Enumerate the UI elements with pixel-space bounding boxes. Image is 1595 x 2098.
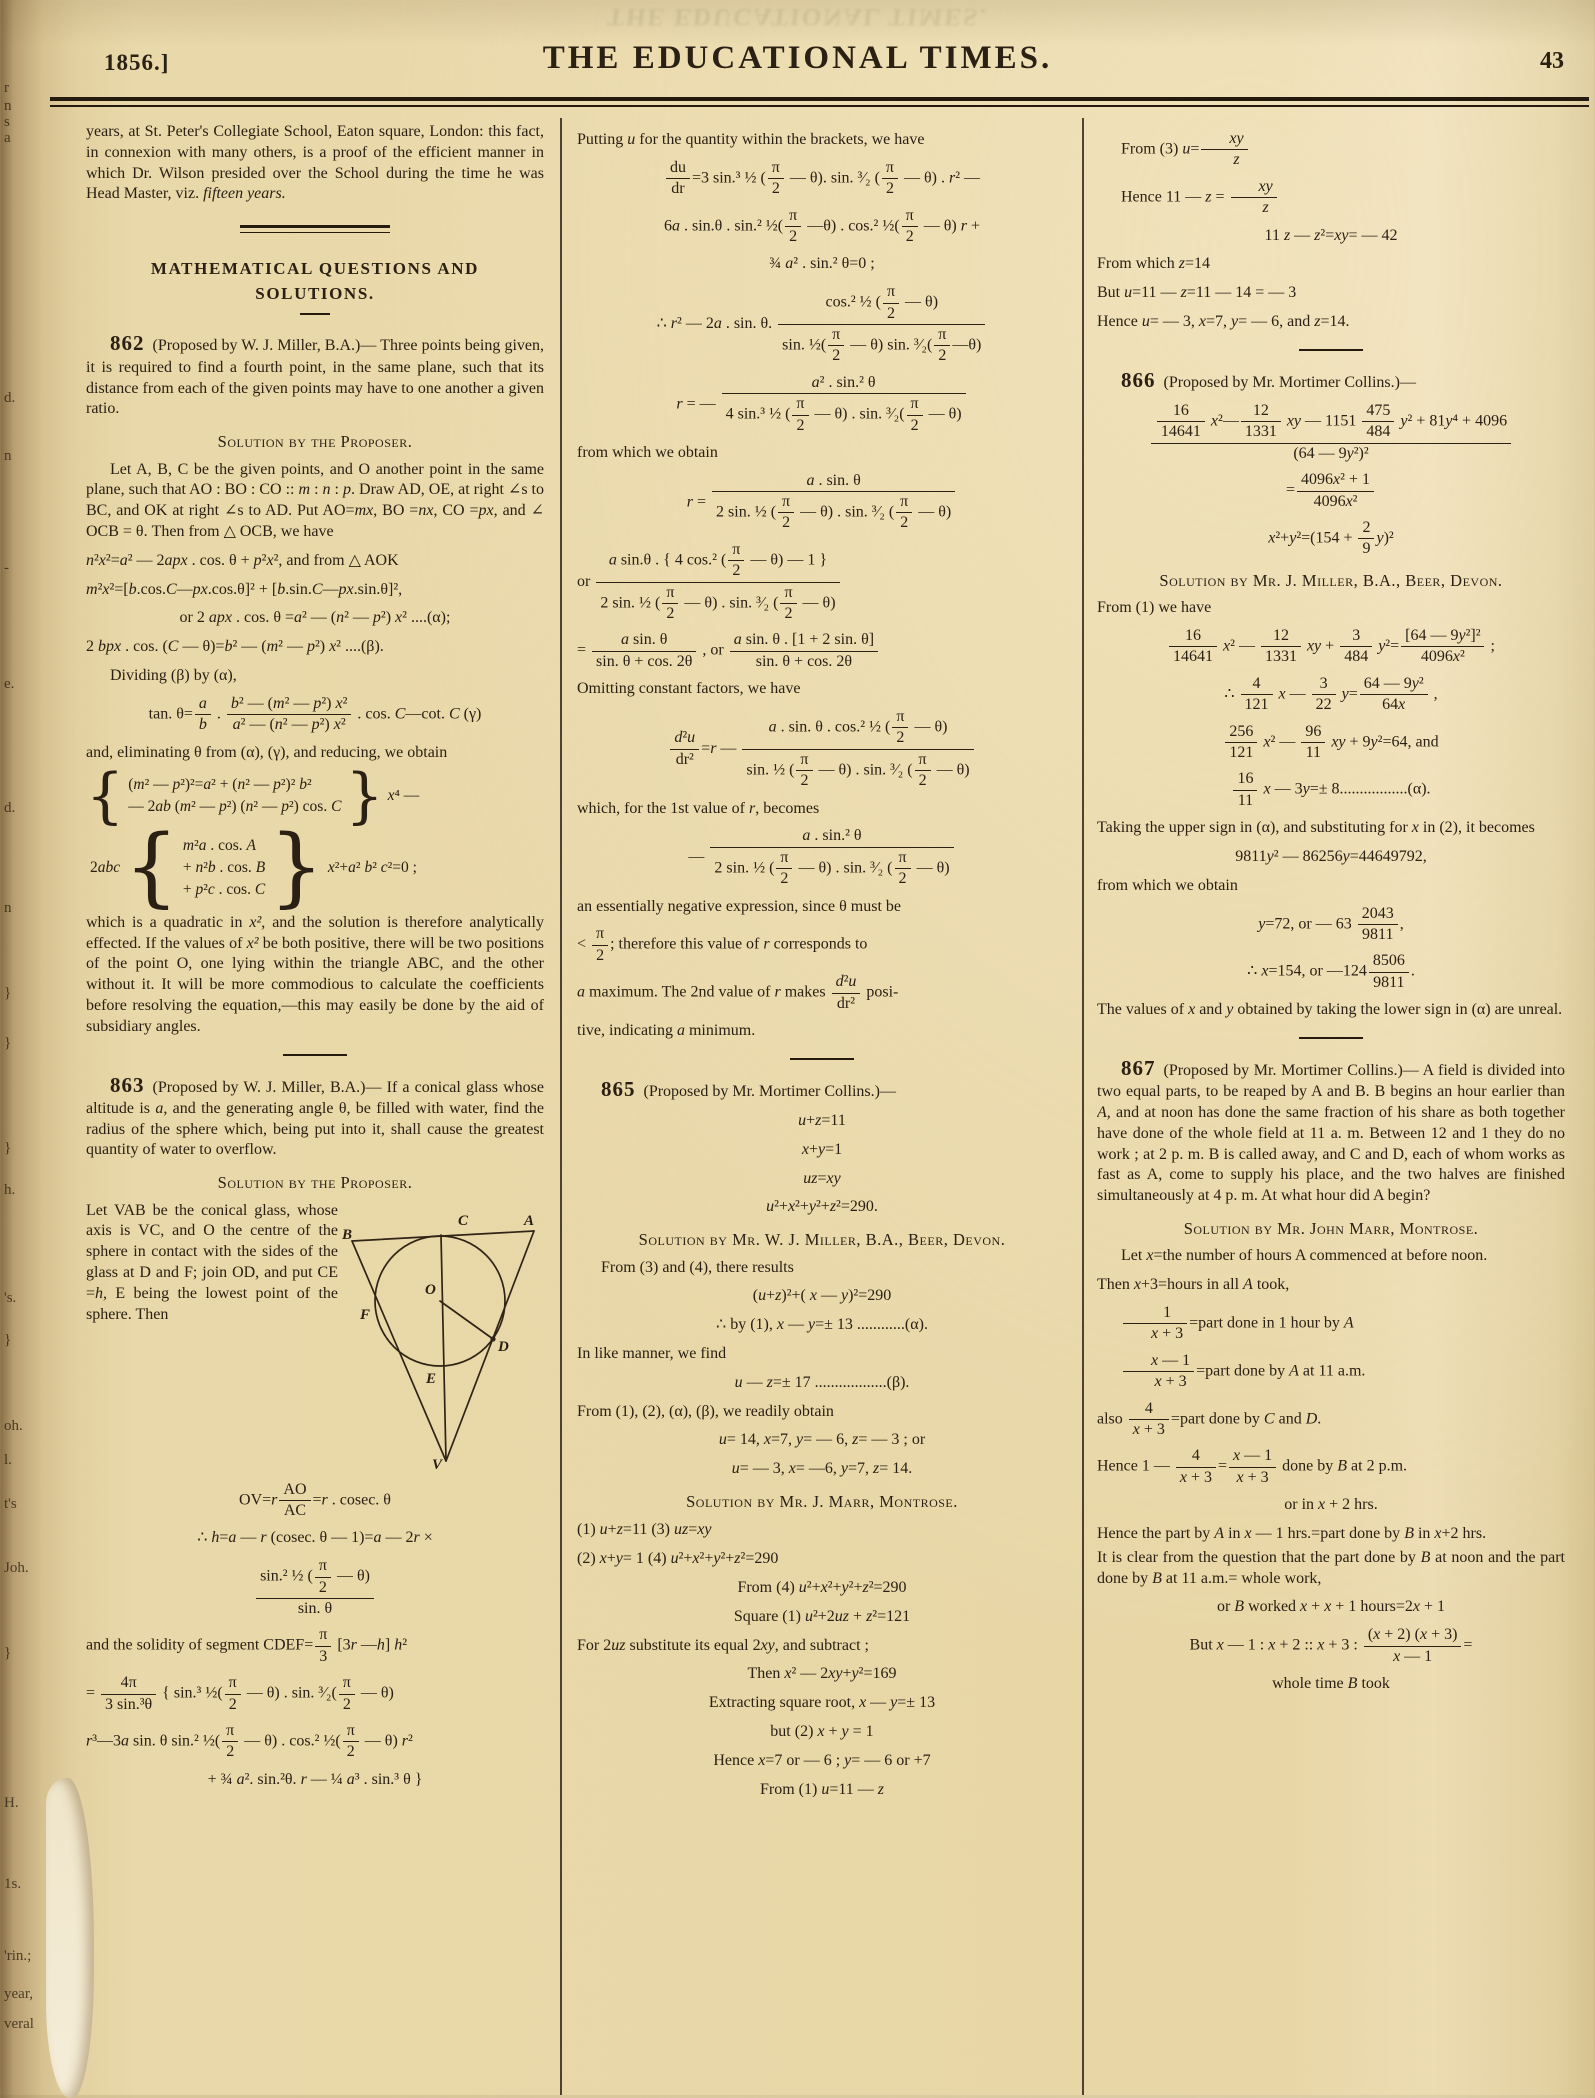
- formula: Square (1) u²+2uz + z²=121: [733, 1607, 911, 1625]
- paragraph: from which we obtain: [1097, 876, 1238, 894]
- solution-heading: Solution by Mr. J. Marr, Montrose.: [686, 1491, 958, 1511]
- separator-rule: [1299, 1037, 1363, 1039]
- formula: For 2uz substitute its equal 2xy, and subtract ;: [577, 1636, 869, 1654]
- formula: from which we obtain: [577, 443, 718, 461]
- formula: and the solidity of segment CDEF= $\frac{\pi}{3}$ [3r —h] h²: [86, 1626, 407, 1665]
- formula: = $\frac{\text{a sin. θ}}{\sin. \theta + \cos. 2\theta}$ , or $\frac{\text{a sin. θ . [1 + 2 sin. θ]}}{\sin. \theta + \cos. 2\theta}$: [577, 631, 1067, 671]
- solution-heading: Solution by the Proposer.: [217, 432, 413, 452]
- formula: From which z=14: [1097, 255, 1211, 273]
- formula: Putting u for the quantity within the brackets, we have: [577, 131, 925, 148]
- masthead-title: THE EDUCATIONAL TIMES.: [542, 40, 1053, 76]
- formula: Hence u= — 3, x=7, y= — 6, and z=14.: [1097, 312, 1350, 330]
- margin-fragment: }: [4, 1645, 12, 1661]
- formula: ∴ by (1), x — y=± 13 ............(α).: [716, 1316, 928, 1334]
- paragraph: From (3) and (4), there results: [601, 1258, 794, 1276]
- formula: Omitting constant factors, we have: [577, 680, 801, 698]
- formula: ∴ h=a — r (cosec. θ — 1)=a — 2r ×: [197, 1529, 433, 1547]
- formula: $\frac{1}{x + 3}$ =part done in 1 hour by A: [1097, 1304, 1565, 1344]
- column-2: [577, 122, 1067, 2095]
- formula: $\frac{\text{d²u}}{\text{dr²}}$ =r — a . sin. θ . cos.² ½ ( $\frac{\pi}{2}$ — θ) sin. ½ ( $\frac{\pi}{2}$ — θ) . sin. ³⁄₂ ( $\frac{\pi}{2}$ — θ): [577, 708, 1067, 791]
- formula: But x — 1 : x + 2 :: x + 3 : $\frac{(x + 2) (x + 3)}{x — 1}$ =: [1189, 1626, 1473, 1665]
- paragraph: which is a quadratic in x², and the solution is therefore analytically effected. If the values of x² be both positive, there will be two positions of the point O, one lying within the triangle ABC, and the other without it. It will be more commodious to calculate the coefficients before resolving the equation,—this may easily be done by the aid of subsidiary angles.: [86, 913, 544, 1035]
- formula: 9811y² — 86256y=44649792,: [1235, 847, 1427, 865]
- margin-fragment: oh.: [4, 1418, 23, 1434]
- figure-label-o: O: [425, 1281, 436, 1298]
- figure-label-d: D: [498, 1338, 509, 1355]
- margin-fragment: Joh.: [4, 1560, 29, 1576]
- formula: x²+y²=(154 + $\frac{2}{9}$ y)²: [1268, 519, 1394, 558]
- paragraph: years, at St. Peter's Collegiate School, Eaton square, London: this fact, in connexion with many others, is a proof of the efficient manner in which Dr. Wilson presided over the School during the time he was Head Master, viz. fifteen years.: [86, 123, 544, 203]
- question-number: 862: [110, 331, 145, 356]
- separator-rule: [240, 225, 390, 233]
- formula: Extracting square root, x — y=± 13: [708, 1694, 936, 1712]
- braced-line: + n²b . cos. B: [182, 858, 266, 876]
- margin-fragment: H.: [4, 1795, 19, 1811]
- formula: or in x + 2 hrs.: [1284, 1496, 1378, 1514]
- margin-fragment: h.: [4, 1182, 16, 1198]
- question-862: 862 (Proposed by W. J. Miller, B.A.)— Three points being given, it is required to find a fourth point, in the same plane, such that its distance from each of the given points may have to one another a given ratio.: [86, 331, 544, 418]
- paragraph: In like manner, we find: [577, 1345, 727, 1362]
- formula: whole time B took: [1272, 1674, 1390, 1692]
- braced-line: (m² — p²)²=a² + (n² — p²)² b²: [128, 776, 312, 794]
- formula: ¾ a² . sin.² θ=0 ;: [769, 255, 875, 273]
- figure-label-b: B: [342, 1226, 353, 1243]
- figure-label-v: V: [432, 1456, 443, 1473]
- margin-fragment: l.: [4, 1452, 12, 1468]
- margin-fragment: -: [4, 560, 9, 576]
- formula: r = — a² . sin.² θ 4 sin.³ ½ ( $\frac{\pi}{2}$ — θ) . sin. ³⁄₂( $\frac{\pi}{2}$ — θ): [577, 374, 1067, 435]
- header-double-rule: [50, 97, 1589, 107]
- figure-label-a: A: [524, 1212, 535, 1229]
- formula: 2 bpx . cos. (C — θ)=b² — (m² — p²) x² ....(β).: [86, 638, 384, 656]
- figure-row: [86, 1201, 544, 1473]
- formula: 11 z — z²=xy= — 42: [1264, 226, 1398, 244]
- formula: Hence 11 — z = $\frac{xy}{z}$: [1097, 178, 1565, 218]
- formula: uz=xy: [803, 1169, 841, 1187]
- right-brace: }: [345, 761, 384, 832]
- separator-rule: [283, 1054, 347, 1056]
- section-heading-line: SOLUTIONS.: [255, 283, 375, 303]
- paragraph: Hence the part by A in x — 1 hrs.=part done by B in x+2 hrs.: [1097, 1524, 1487, 1542]
- bleed-through-title: THE EDUCATIONAL TIMES.: [606, 3, 989, 30]
- margin-fragment: n: [4, 98, 12, 114]
- formula: u — z=± 17 ..................(β).: [734, 1373, 910, 1391]
- paragraph: From (1) we have: [1097, 599, 1212, 617]
- formula: $\frac{16}{14641}$ x²— $\frac{12}{1331}$ xy — 1151 $\frac{475}{484}$ y² + 81y⁴ + 4096 (64 — 9y²)²: [1097, 402, 1565, 463]
- formula: < $\frac{\pi}{2}$ ; therefore this value of r corresponds to: [577, 925, 868, 964]
- column-divider-left: [560, 118, 562, 2095]
- paragraph: Dividing (β) by (α),: [110, 666, 237, 684]
- margin-fragment: veral: [4, 2016, 34, 2032]
- formula: or a sin.θ . { 4 cos.² ( $\frac{\pi}{2}$ — θ) — 1 } 2 sin. ½ ( $\frac{\pi}{2}$ — θ) . sin. ³⁄₂ ( $\frac{\pi}{2}$ — θ): [577, 541, 1067, 624]
- margin-fragment: r: [4, 80, 9, 96]
- question-867: 867 (Proposed by Mr. Mortimer Collins.)— A field is divided into two equal parts, to be reaped by A and B. B begins an hour earlier than A, and at noon has done the same fraction of his share as both together have done of the whole field at 11 a. m. Between 12 and 1 they do no work ; at 2 p. m. B is called away, and C and D, each of whom works as fast as A, come to supply his place, and the two halves are finished simultaneously at 4 p. m. At what hour did A begin?: [1097, 1055, 1565, 1205]
- formula: (1) u+z=11 (3) uz=xy: [577, 1521, 712, 1539]
- formula: u²+x²+y²+z²=290.: [766, 1198, 878, 1216]
- margin-fragment: a: [4, 130, 11, 146]
- formula: = $\frac{\text{4096x² + 1}}{\text{4096x²}}$: [1097, 471, 1565, 511]
- paragraph: From (1), (2), (α), (β), we readily obtain: [577, 1402, 834, 1420]
- question-number: 867: [1121, 1055, 1156, 1080]
- paragraph: and, eliminating θ from (α), (γ), and reducing, we obtain: [86, 743, 448, 761]
- braced-line: — 2ab (m² — p²) (n² — p²) cos. C: [128, 798, 342, 816]
- formula: y=72, or — 63 $\frac{2043}{9811}$ ,: [1258, 904, 1404, 943]
- formula: From (4) u²+x²+y²+z²=290: [737, 1579, 907, 1597]
- margin-fragment: n: [4, 448, 12, 464]
- margin-fragment: 1s.: [4, 1876, 22, 1892]
- formula: tan. θ= $\frac{a}{b}$ . $\frac{\text{b² — (m² — p²) x²}}{\text{a² — (n² — p²) x²}}$ . cos. C—cot. C (γ): [148, 694, 482, 734]
- question-866: 866 (Proposed by Mr. Mortimer Collins.)—: [1121, 367, 1416, 392]
- column-1: [86, 122, 544, 2095]
- formula: sin.² ½ ( $\frac{\pi}{2}$ — θ) sin. θ: [86, 1557, 544, 1618]
- formula: 6a . sin.θ . sin.² ½( $\frac{\pi}{2}$ —θ) . cos.² ½( $\frac{\pi}{2}$ — θ) r +: [663, 206, 980, 245]
- formula: $\frac{x — 1}{x + 3}$ =part done by A at 11 a.m.: [1097, 1352, 1565, 1392]
- formula: Then x+3=hours in all A took,: [1097, 1276, 1290, 1294]
- header-year: 1856.]: [104, 50, 170, 75]
- column-divider-right: [1082, 118, 1084, 2095]
- margin-fragment: d.: [4, 800, 16, 816]
- margin-fragment: }: [4, 1140, 12, 1156]
- left-brace: {: [124, 817, 179, 918]
- tangent-point-d: [490, 1336, 495, 1341]
- column-3: [1097, 122, 1565, 2095]
- margin-fragment: year,: [4, 1986, 33, 2002]
- margin-fragment: }: [4, 985, 12, 1001]
- section-heading: [86, 257, 544, 315]
- question-number: 863: [110, 1072, 145, 1097]
- formula: r = a . sin. θ 2 sin. ½ ( $\frac{\pi}{2}$ — θ) . sin. ³⁄₂ ( $\frac{\pi}{2}$ — θ): [577, 472, 1067, 533]
- question-865: 865 (Proposed by Mr. Mortimer Collins.)—: [601, 1076, 896, 1101]
- formula: which, for the 1st value of r, becomes: [577, 799, 820, 817]
- formula: $\frac{16}{14641}$ x² — $\frac{12}{1331}$ xy + $\frac{3}{484}$ y²= $\frac{\text{[64 — 9y²]²}}{\text{4096x²}}$ ;: [1097, 627, 1565, 667]
- formula: ∴ $\frac{4}{121}$ x — $\frac{3}{22}$ y= $\frac{\text{64 — 9y²}}{64x}$ ,: [1224, 674, 1438, 714]
- solution-heading: Solution by Mr. J. Miller, B.A., Beer, Devon.: [1159, 570, 1503, 590]
- paragraph: Let x=the number of hours A commenced at before noon.: [1121, 1247, 1488, 1265]
- figure-label-e: E: [426, 1370, 437, 1387]
- margin-fragment: s: [4, 114, 10, 130]
- formula: tive, indicating a minimum.: [577, 1021, 756, 1039]
- figure-label-f: F: [360, 1306, 371, 1323]
- formula: or 2 apx . cos. θ =a² — (n² — p²) x² ....(α);: [179, 609, 451, 627]
- paragraph: Let VAB be the conical glass, whose axis is VC, and O the centre of the sphere in contact with the sides of the glass at D and F; join OD, and put CE =h, E being the lowest point of the sphere. Then: [86, 1201, 338, 1323]
- formula: But u=11 — z=11 — 14 = — 3: [1097, 284, 1297, 302]
- formula: Then x² — 2xy+y²=169: [747, 1665, 897, 1683]
- solution-heading: Solution by the Proposer.: [217, 1173, 413, 1193]
- paragraph: Taking the upper sign in (α), and substituting for x in (2), it becomes: [1097, 819, 1535, 837]
- formula: From (3) u= $\frac{xy}{z}$: [1097, 130, 1565, 170]
- margin-fragment: 's.: [4, 1290, 17, 1306]
- section-heading-line: MATHEMATICAL QUESTIONS AND: [150, 259, 480, 279]
- header-page-number: 43: [1540, 48, 1564, 74]
- formula: Hence 1 — $\frac{4}{x + 3}$ = $\frac{x — 1}{x + 3}$ done by B at 2 p.m.: [1097, 1447, 1408, 1486]
- formula: (u+z)²+( x — y)²=290: [752, 1287, 892, 1305]
- braced-line: + p²c . cos. C: [182, 881, 266, 899]
- margin-fragment: }: [4, 1035, 12, 1051]
- formula: x+y=1: [801, 1140, 843, 1158]
- separator-rule: [1299, 349, 1363, 351]
- margin-fragment: }: [4, 1332, 12, 1348]
- margin-fragment: e.: [4, 676, 15, 692]
- formula: (2) x+y= 1 (4) u²+x²+y²+z²=290: [577, 1550, 779, 1568]
- formula: or B worked x + x + 1 hours=2x + 1: [1216, 1598, 1446, 1616]
- formula: u+z=11: [798, 1111, 846, 1129]
- question-number: 866: [1121, 367, 1156, 392]
- braced-formula: 2abc { m²a . cos. A + n²b . cos. B + p²c . cos. C } x²+a² b² c²=0 ;: [90, 817, 417, 918]
- formula: u= — 3, x= —6, y=7, z= 14.: [731, 1460, 913, 1478]
- braced-line: m²a . cos. A: [182, 836, 256, 854]
- paragraph: It is clear from the question that the part done by B at noon and the part done by B at 11 a.m.= whole work,: [1097, 1548, 1565, 1587]
- solution-heading: Solution by Mr. John Marr, Montrose.: [1183, 1218, 1479, 1238]
- formula: u= 14, x=7, y= — 6, z= — 3 ; or: [718, 1431, 926, 1449]
- formula: Hence x=7 or — 6 ; y= — 6 or +7: [713, 1751, 931, 1769]
- left-brace: {: [86, 761, 125, 832]
- braced-formula: { (m² — p²)²=a² + (n² — p²)² b² — 2ab (m² — p²) (n² — p²) cos. C } x⁴ —: [86, 761, 420, 832]
- margin-fragment: t's: [4, 1496, 17, 1512]
- formula: m²x²=[b.cos.C—px.cos.θ]² + [b.sin.C—px.sin.θ]²,: [86, 580, 403, 598]
- formula: ∴ r² — 2a . sin. θ. cos.² ½ ( $\frac{\pi}{2}$ — θ) sin. ½( $\frac{\pi}{2}$ — θ) sin. ³⁄₂( $\frac{\pi}{2}$ —θ): [577, 283, 1067, 366]
- formula: a maximum. The 2nd value of r makes $\frac{\text{d²u}}{\text{dr²}}$ posi-: [577, 973, 899, 1012]
- margin-fragment: d.: [4, 390, 16, 406]
- formula: $\frac{16}{11}$ x — 3y=± 8.................(α).: [1097, 770, 1565, 810]
- margin-fragment: 'rin.;: [4, 1948, 32, 1964]
- formula: also $\frac{4}{x + 3}$ =part done by C and D.: [1097, 1399, 1322, 1438]
- formula: = $\frac{4\pi}{\text{3 sin.³θ}}$ { sin.³ ½( $\frac{\pi}{2}$ — θ) . sin. ³⁄₂( $\frac{\pi}{2}$ — θ): [86, 1674, 394, 1713]
- formula: $\frac{256}{121}$ x² — $\frac{96}{11}$ xy + 9y²=64, and: [1097, 723, 1565, 763]
- cone-sphere-figure: [342, 1201, 542, 1473]
- separator-rule: [790, 1058, 854, 1060]
- paragraph: The values of x and y obtained by taking the lower sign in (α) are unreal.: [1097, 1001, 1563, 1019]
- formula: r³—3a sin. θ sin.² ½( $\frac{\pi}{2}$ — θ) . cos.² ½( $\frac{\pi}{2}$ — θ) r²: [86, 1721, 413, 1761]
- paragraph: Let A, B, C be the given points, and O another point in the same plane, such that AO : BO : CO :: m : n : p. Draw AD, OE, at right ∠s to BC, and OK at right ∠s to AD. Put AO=mx, BO =nx, CO =px, and ∠ OCB = θ. Then from △ OCB, we have: [86, 460, 544, 540]
- formula: n²x²=a² — 2apx . cos. θ + p²x², and from △ AOK: [86, 551, 399, 569]
- formula: — a . sin.² θ 2 sin. ½ ( $\frac{\pi}{2}$ — θ) . sin. ³⁄₂ ( $\frac{\pi}{2}$ — θ): [577, 827, 1067, 888]
- formula: + ¾ a². sin.²θ. r — ¼ a³ . sin.³ θ }: [207, 1770, 423, 1788]
- right-brace: }: [269, 817, 324, 918]
- figure-label-c: C: [458, 1212, 469, 1229]
- heading-dash: [300, 313, 330, 315]
- formula: ∴ x=154, or —124 $\frac{8506}{9811}$ .: [1247, 952, 1415, 991]
- formula: but (2) x + y = 1: [770, 1723, 874, 1740]
- formula: $\frac{du}{dr}$ =3 sin.³ ½ ( $\frac{\pi}{2}$ — θ). sin. ³⁄₂ ( $\frac{\pi}{2}$ — θ) . r² —: [577, 159, 1067, 199]
- formula: an essentially negative expression, since θ must be: [577, 897, 902, 915]
- solution-heading: Solution by Mr. W. J. Miller, B.A., Beer, Devon.: [638, 1230, 1006, 1250]
- margin-fragment: n: [4, 900, 12, 916]
- formula: From (1) u=11 — z: [760, 1780, 884, 1798]
- formula: OV=r $\frac{AO}{AC}$ =r . cosec. θ: [239, 1480, 391, 1520]
- question-863: 863 (Proposed by W. J. Miller, B.A.)— If a conical glass whose altitude is a, and the generating angle θ, be filled with water, find the radius of the sphere which, being put into it, shall cause the greatest quantity of water to overflow.: [86, 1072, 544, 1159]
- question-number: 865: [601, 1076, 636, 1101]
